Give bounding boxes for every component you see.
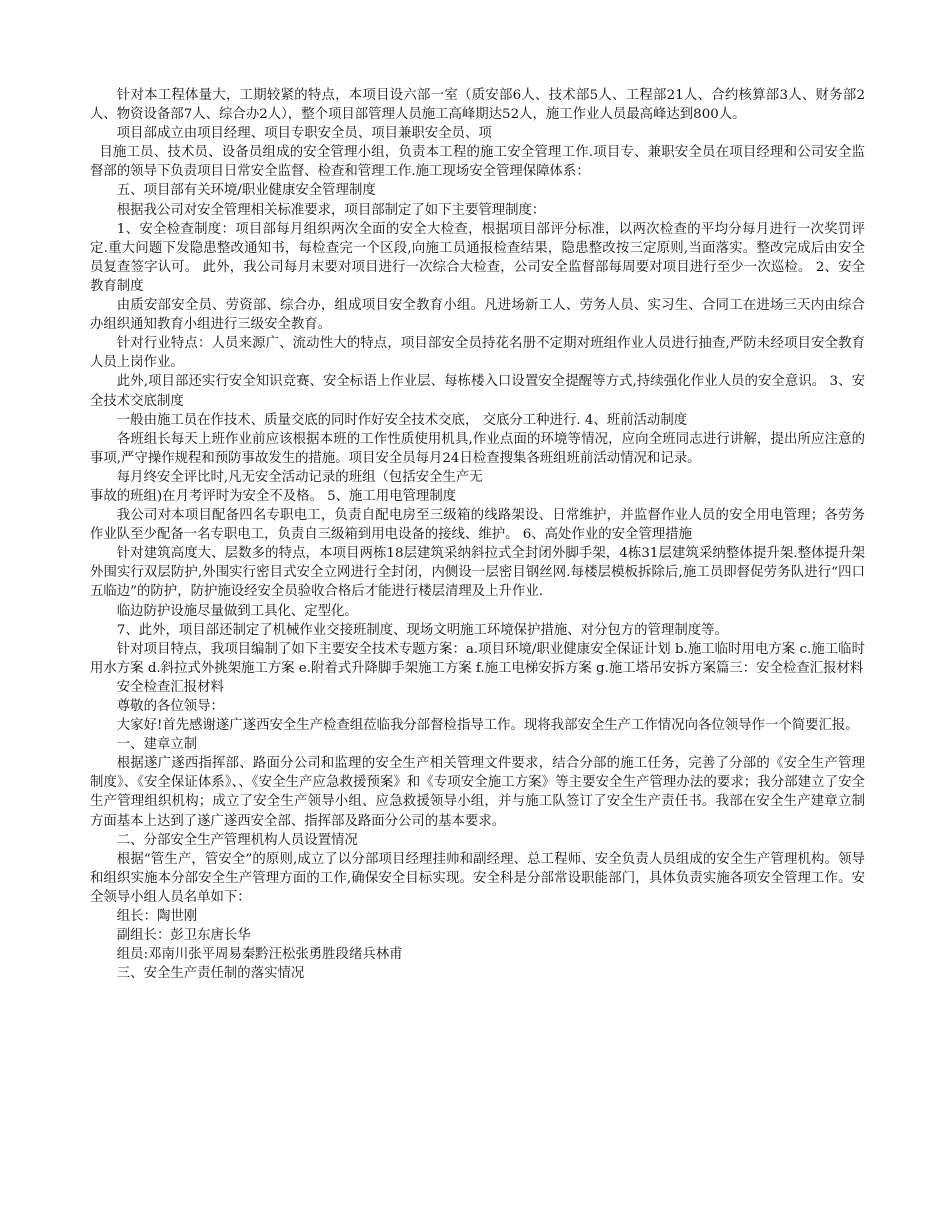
paragraph: 7、此外，项目部还制定了机械作业交接班制度、现场文明施工环境保护措施、对分包方的管理制度等。 — [116, 622, 728, 638]
paragraph: 针对项目特点，我项目编制了如下主要安全技术专题方案：a.项目环境/职业健康安全保证计划 b.施工临时用电方案 c.施工临时用水方案 d.斜拉式外挑架施工方案 e.附着式升降脚手架施工方案 f.施工电梯安拆方案 g.施工塔吊安拆方案篇三：安全检查汇报材料 — [90, 641, 865, 676]
member-list-item: 组长：陶世刚 — [116, 909, 198, 925]
section-heading: 五、项目部有关环境/职业健康安全管理制度 — [116, 183, 376, 199]
paragraph: 临边防护设施尽量做到工具化、定型化。 — [116, 603, 358, 619]
paragraph: 项目部成立由项目经理、项目专职安全员、项目兼职安全员、项 — [116, 126, 492, 142]
section-heading: 二、分部安全生产管理机构人员设置情况 — [116, 832, 358, 848]
document-body — [90, 86, 865, 983]
paragraph: 针对行业特点：人员来源广、流动性大的特点，项目部安全员持花名册不定期对班组作业人员进行抽查,严防未经项目安全教育人员上岗作业。 — [90, 336, 865, 371]
salutation: 尊敬的各位领导： — [116, 699, 224, 714]
member-list-item: 组员:邓南川张平周易秦黔汪松张勇胜段绪兵林甫 — [116, 947, 403, 963]
paragraph: 一般由施工员在作技术、质量交底的同时作好安全技术交底， 交底分工种进行. 4、班前活动制度 — [116, 412, 688, 428]
paragraph: 各班组长每天上班作业前应该根据本班的工作性质使用机具,作业点面的环境等情况，应向全班同志进行讲解，提出所应注意的事项,严守操作规程和预防事故发生的措施。项目安全员每月24日检查搜集各班组班前活动情况和记录。 — [90, 431, 865, 466]
paragraph: 此外,项目部还实行安全知识竞赛、安全标语上作业层、每栋楼入口设置安全提醒等方式,持续强化作业人员的安全意识。 3、安全技术交底制度 — [90, 374, 865, 409]
member-list-item: 副组长：彭卫东唐长华 — [116, 928, 251, 944]
paragraph: 每月终安全评比时,凡无安全活动记录的班组（包括安全生产无 — [116, 469, 483, 485]
section-heading: 一、建章立制 — [116, 737, 198, 753]
section-heading: 安全检查汇报材料 — [116, 679, 224, 695]
paragraph: 由质安部安全员、劳资部、综合办，组成项目安全教育小组。凡进场新工人、劳务人员、实习生、合同工在进场三天内由综合办组织通知教育小组进行三级安全教育。 — [90, 298, 865, 333]
paragraph: 根据我公司对安全管理相关标准要求，项目部制定了如下主要管理制度： — [116, 202, 546, 218]
paragraph: 根据遂广遂西指挥部、路面分公司和监理的安全生产相关管理文件要求，结合分部的施工任务，完善了分部的《安全生产管理制度》、《安全保证体系》、、《安全生产应急救援预案》和《专项安全施工方案》等主要安全生产管理办法的要求；我分部建立了安全生产管理组织机构；成立了安全生产领导小组、应急救援领导小组，并与施工队签订了安全生产责任书。我部在安全生产建章立制方面基本上达到了遂广遂西安全部、指挥部及路面分公司的基本要求。 — [90, 756, 865, 829]
paragraph: 我公司对本项目配备四名专职电工，负责自配电房至三级箱的线路架设、日常维护，并监督作业人员的安全用电管理；各劳务作业队至少配备一名专职电工，负责自三级箱到用电设备的接线、维护。 6、高处作业的安全管理措施 — [90, 508, 865, 543]
paragraph: 针对建筑高度大、层数多的特点，本项目两栋18层建筑采纳斜拉式全封闭外脚手架，4栋31层建筑采纳整体提升架.整体提升架外围实行双层防护,外围实行密目式安全立网进行全封闭，内侧设一层密目钢丝网.每楼层模板拆除后,施工员即督促劳务队进行“四口五临边”的防护，防护施设经安全员验收合格后才能进行楼层清理及上升作业. — [90, 546, 865, 600]
section-heading: 三、安全生产责任制的落实情况 — [116, 966, 305, 982]
paragraph: 针对本工程体量大，工期较紧的特点，本项目设六部一室（质安部6人、技术部5人、工程部21人、合约核算部3人、财务部2人、物资设备部7人、综合办2人），整个项目部管理人员施工高峰期达52人，施工作业人员最高峰达到800人。 — [90, 88, 865, 123]
paragraph: 根据“管生产，管安全”的原则,成立了以分部项目经理挂帅和副经理、总工程师、安全负责人员组成的安全生产管理机构。领导和组织实施本分部安全生产管理方面的工作,确保安全目标实现。安全科是分部常设职能部门，具体负责实施各项安全管理工作。安全领导小组人员名单如下： — [90, 851, 865, 905]
paragraph: 1、安全检查制度：项目部每月组织两次全面的安全大检查，根据项目部评分标准，以两次检查的平均分每月进行一次奖罚评定.重大问题下发隐患整改通知书，每检查完一个区段,向施工员通报检查结果，隐患整改按三定原则,当面落实。整改完成后由安全员复查签字认可。 此外，我公司每月末要对项目进行一次综合大检查，公司安全监督部每周要对项目进行至少一次巡检。 2、安全教育制度 — [90, 221, 865, 294]
paragraph: 大家好!首先感谢遂广遂西安全生产检查组莅临我分部督检指导工作。现将我部安全生产工作情况向各位领导作一个简要汇报。 — [116, 718, 859, 734]
paragraph: 事故的班组)在月考评时为安全不及格。 5、施工用电管理制度 — [90, 488, 457, 504]
paragraph: 目施工员、技术员、设备员组成的安全管理小组，负责本工程的施工安全管理工作.项目专、兼职安全员在项目经理和公司安全监督部的领导下负责项目日常安全监督、检查和管理工作.施工现场安全管理保障体系： — [90, 145, 865, 180]
